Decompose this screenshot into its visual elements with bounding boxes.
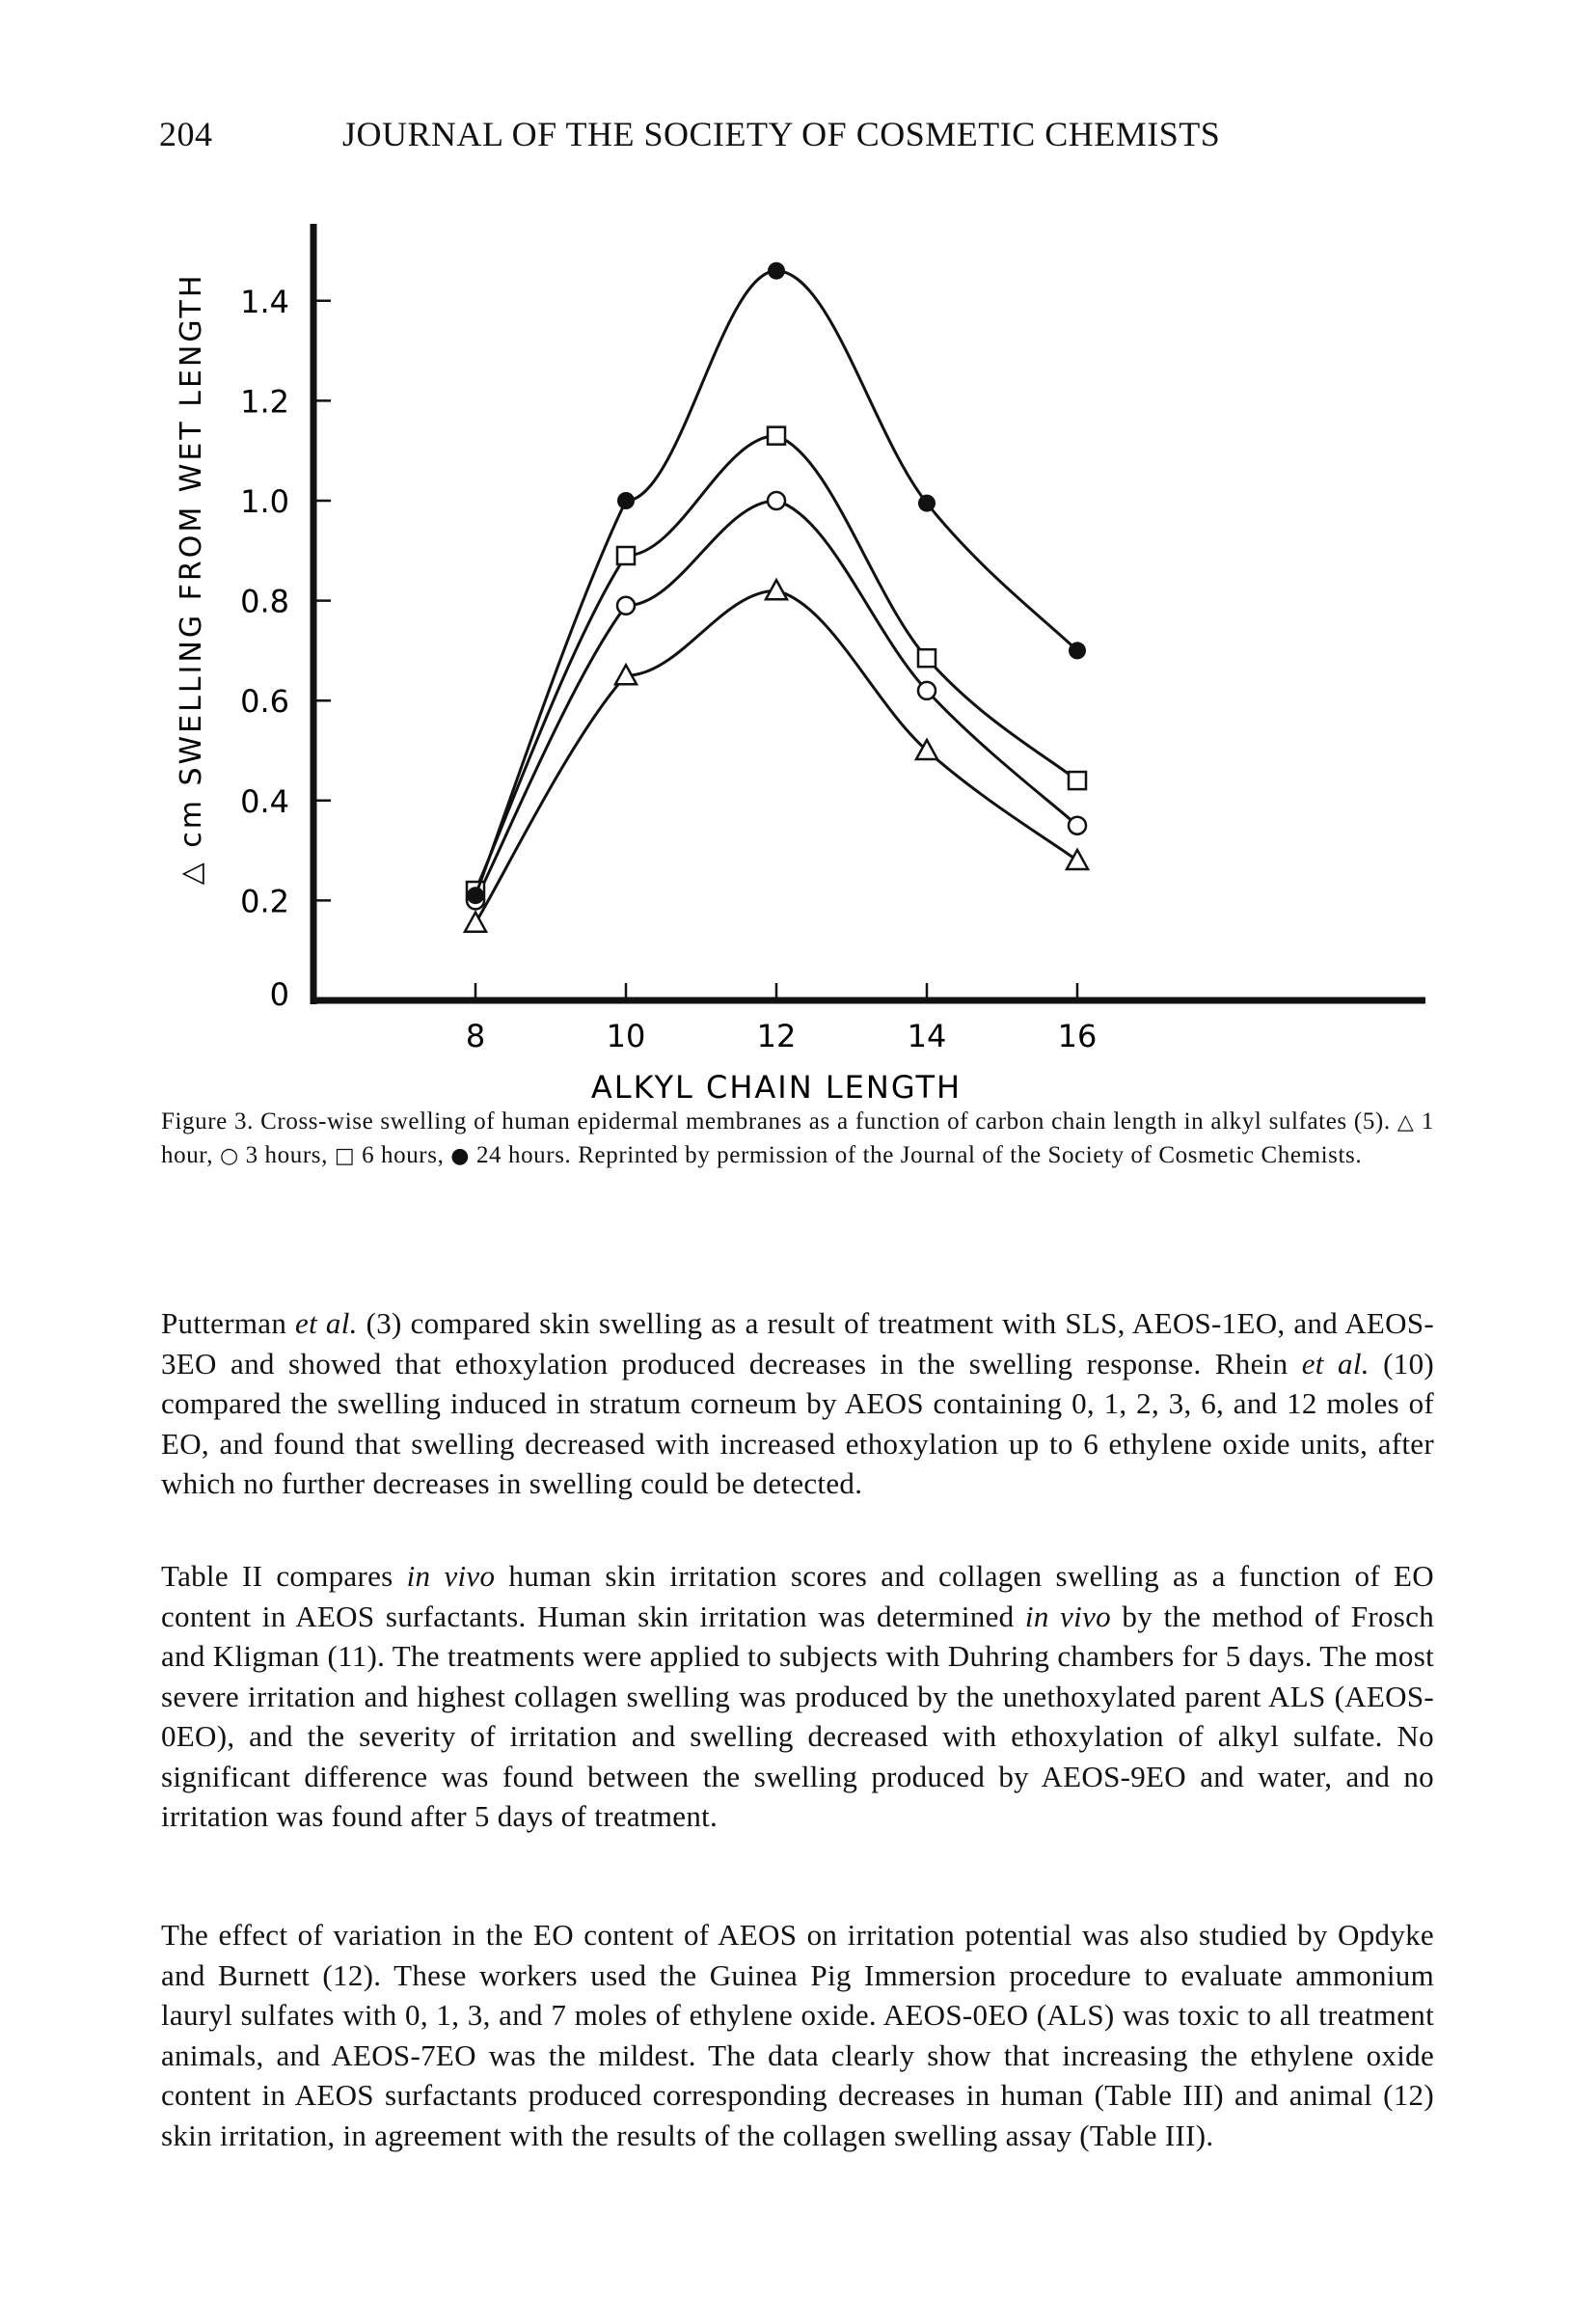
legend-3h: 3 hours,	[245, 1142, 328, 1168]
legend-1h: 1 hour,	[161, 1108, 1434, 1168]
text: in vivo	[406, 1559, 496, 1593]
data-point-24-hours	[467, 887, 484, 904]
data-point-1-hour	[1067, 850, 1088, 869]
data-point-3-hours	[617, 597, 635, 615]
data-point-24-hours	[768, 262, 785, 280]
data-point-6-hours	[617, 547, 635, 564]
filled-circle-icon: ●	[450, 1144, 471, 1168]
series-line-3-hours	[475, 501, 1077, 900]
chart-series	[465, 262, 1088, 932]
y-tick-label: 0.4	[240, 782, 289, 820]
y-axis-label: △ cm SWELLING FROM WET LENGTH	[175, 272, 208, 886]
y-tick-label: 1.0	[240, 483, 289, 520]
swelling-chart	[0, 0, 1573, 1100]
figure-caption	[161, 1106, 1434, 1173]
circle-icon: ○	[219, 1144, 239, 1168]
y-tick-label: 0	[269, 976, 289, 1013]
text: (3) compared skin swelling as a result of treatment with SLS, AEOS-1EO, and AEOS-3EO and showed that ethoxylation produced decreases in the swelling response. Rhein	[161, 1306, 1434, 1381]
paragraph-1	[161, 1303, 1434, 1504]
data-point-24-hours	[918, 495, 936, 512]
text: Putterman	[161, 1306, 287, 1340]
data-point-6-hours	[1069, 772, 1086, 789]
y-tick-label: 0.2	[240, 883, 289, 920]
triangle-icon: △	[1397, 1110, 1415, 1135]
data-point-1-hour	[465, 913, 486, 932]
data-point-1-hour	[766, 580, 787, 599]
paragraph-2	[161, 1556, 1434, 1837]
x-tick-label: 16	[1057, 1018, 1098, 1054]
text: in vivo	[1024, 1599, 1111, 1633]
page-number: 204	[159, 115, 213, 153]
caption-label: Figure 3.	[161, 1108, 254, 1135]
data-point-24-hours	[1069, 642, 1086, 659]
data-point-6-hours	[768, 427, 785, 445]
y-tick-label: 0.6	[240, 683, 289, 721]
text: et al.	[295, 1306, 358, 1340]
x-tick-label: 8	[465, 1018, 486, 1054]
journal-title: JOURNAL OF THE SOCIETY OF COSMETIC CHEMISTS	[342, 115, 1221, 153]
y-tick-label: 1.4	[240, 283, 289, 320]
text: human skin irritation scores and collagen swelling as a function of EO content in AEOS surfactants. Human skin irritation was determined	[161, 1559, 1434, 1633]
y-tick-label: 1.2	[240, 383, 289, 421]
x-tick-label: 10	[606, 1018, 646, 1054]
caption-credit: Reprinted by permission of the Journal of the Society of Cosmetic Chemists.	[578, 1142, 1363, 1168]
data-point-3-hours	[918, 682, 936, 699]
text: (10) compared the swelling induced in stratum corneum by AEOS containing 0, 1, 2, 3, 6, and 12 moles of EO, and found that swelling decreased with increased ethoxylation up to 6 ethylene oxide units, after which no further decreases in swelling could be detected.	[161, 1346, 1434, 1500]
x-axis-label: ALKYL CHAIN LENGTH	[590, 1069, 963, 1100]
data-point-6-hours	[918, 649, 936, 667]
legend-24h: 24 hours.	[475, 1142, 572, 1168]
series-line-1-hour	[475, 590, 1077, 922]
legend-6h: 6 hours,	[362, 1142, 445, 1168]
chart-ticks	[240, 284, 1097, 1054]
data-point-3-hours	[1069, 817, 1086, 834]
x-tick-label: 12	[756, 1018, 797, 1054]
square-icon: □	[334, 1144, 356, 1168]
text: by the method of Frosch and Kligman (11). The treatments were applied to subjects with Duhring chambers for 5 days. The most severe irritation and highest collagen swelling was produced by the unethoxylated parent ALS (AEOS-0EO), and the severity of irritation and swelling decreased with ethoxylation of alkyl sulfate. No significant difference was found between the swelling produced by AEOS-9EO and water, and no irritation was found after 5 days of treatment.	[161, 1599, 1435, 1833]
x-tick-label: 14	[907, 1018, 947, 1054]
caption-text: Cross-wise swelling of human epidermal membranes as a function of carbon chain length in alkyl sulfates (5).	[260, 1108, 1391, 1135]
y-tick-label: 0.8	[240, 583, 289, 620]
data-point-3-hours	[768, 492, 785, 509]
paragraph-3: The effect of variation in the EO content of AEOS on irritation potential was also studied by Opdyke and Burnett (12). These workers used the Guinea Pig Immersion procedure to evaluate ammonium lauryl sulfates with 0, 1, 3, and 7 moles of ethylene oxide. AEOS-0EO (ALS) was toxic to all treatment animals, and AEOS-7EO was the mildest. The data clearly show that increasing the ethylene oxide content in AEOS surfactants produced corresponding decreases in human (Table III) and animal (12) skin irritation, in agreement with the results of the collagen swelling assay (Table III).	[161, 1918, 1434, 2152]
text: et al.	[1301, 1346, 1370, 1381]
data-point-24-hours	[617, 492, 635, 509]
text: Table II compares	[161, 1559, 393, 1593]
